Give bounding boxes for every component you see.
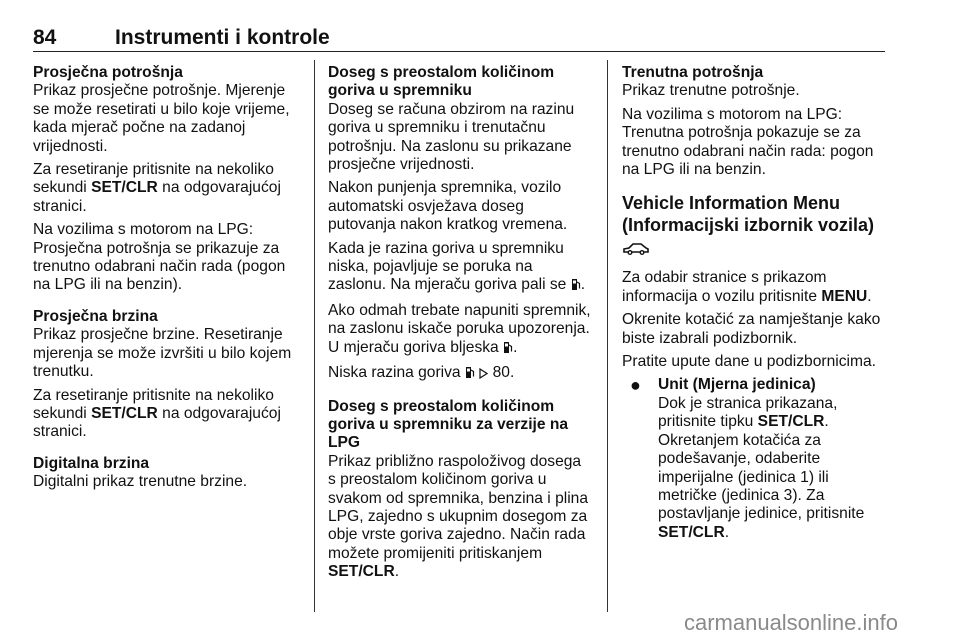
paragraph: Na vozilima s motorom na LPG: Prosječna potrošnja se prikazuje za trenutno odabrani način rada (pogon na LPG ili na benzin). <box>33 221 286 294</box>
column-3 <box>622 64 890 542</box>
paragraph: Pratite upute dane u podizbornicima. <box>622 353 876 371</box>
list-item <box>622 376 890 542</box>
section-title: Doseg s preostalom količinom goriva u spremniku <box>328 64 555 100</box>
paragraph: Dok je stranica prikazana, pritisnite tipku SET/CLR. <box>658 394 838 431</box>
fuel-pump-icon <box>465 366 475 384</box>
key-label: SET/CLR <box>328 563 395 581</box>
fuel-pump-icon <box>571 278 581 296</box>
section-title: Prosječna potrošnja <box>33 64 183 81</box>
bullet-dot: ● <box>630 375 641 396</box>
page-reference-icon <box>479 366 488 384</box>
paragraph: Okrenite kotačić za namještanje kako biste izabrali podizbornik. <box>622 311 881 347</box>
list-item-title: Unit (Mjerna jedinica) <box>658 376 816 394</box>
paragraph: Ako odmah trebate napuniti spremnik, na zaslonu iskače poruka upozorenja. U mjeraču goriva bljeska . <box>328 302 592 359</box>
column-divider <box>607 60 608 612</box>
section-average-speed <box>33 308 301 442</box>
paragraph: Za odabir stranice s prikazom informacija o vozilu pritisnite MENU. <box>622 269 872 305</box>
paragraph: Za resetiranje pritisnite na nekoliko sekundi SET/CLR na odgovarajućoj stranici. <box>33 161 281 215</box>
section-digital-speed <box>33 455 301 492</box>
paragraph: Za resetiranje pritisnite na nekoliko sekundi SET/CLR na odgovarajućoj stranici. <box>33 386 281 441</box>
section-average-consumption <box>33 64 301 295</box>
section-current-consumption <box>622 64 890 179</box>
key-label: SET/CLR <box>91 404 158 422</box>
column-2 <box>328 64 592 595</box>
paragraph: Prikaz približno raspoloživog dosega s preostalom količinom goriva u svakom od spremnika, benzina i plina LPG, zajedno s ukupnim dosegom za obje vrste goriva zajedno. Način rada možete promijeniti pritiskanjem SET/CLR. <box>328 452 589 581</box>
header-rule <box>33 51 885 52</box>
paragraph: Niska razina goriva 80. <box>328 364 592 384</box>
car-icon <box>622 238 650 260</box>
paragraph: Okretanjem kotačića za podešavanje, odaberite imperijalne (jedinica 1) ili metričke (jedinica 3). Za postavljanje jedinice, pritisnite SET/CLR. <box>658 431 865 541</box>
section-vehicle-info-menu <box>622 192 890 542</box>
page-header <box>33 26 885 50</box>
fuel-pump-icon <box>503 341 513 359</box>
section-range-lpg <box>328 398 592 582</box>
section-title: Doseg s preostalom količinom goriva u spremniku za verzije na LPG <box>328 397 569 452</box>
column-1 <box>33 64 301 505</box>
paragraph: Nakon punjenja spremnika, vozilo automatski osvježava doseg putovanja nakon kratkog vremena. <box>328 179 568 234</box>
section-title: Prosječna brzina <box>33 307 158 325</box>
key-label: MENU <box>821 287 868 305</box>
section-heading: Vehicle Information Menu (Informacijski izbornik vozila) <box>622 192 890 260</box>
section-title: Trenutna potrošnja <box>622 64 764 81</box>
section-range <box>328 64 592 385</box>
paragraph: Prikaz prosječne potrošnje. Mjerenje se može resetirati u bilo koje vrijeme, kada mjerač počne na zadanoj vrijednosti. <box>33 82 290 155</box>
key-label: SET/CLR <box>658 523 725 541</box>
paragraph: Prikaz prosječne brzine. Resetiranje mjerenja se može izvršiti u bilo kojem trenutku. <box>33 326 292 381</box>
paragraph: Na vozilima s motorom na LPG: Trenutna potrošnja pokazuje se za trenutno odabrani način rada: pogon na LPG ili na benzin. <box>622 105 874 179</box>
paragraph: Digitalni prikaz trenutne brzine. <box>33 473 248 491</box>
section-title: Digitalna brzina <box>33 454 150 472</box>
paragraph: Doseg se računa obzirom na razinu goriva u spremniku i trenutačnu potrošnju. Na zaslonu su prikazane prosječne vrijednosti. <box>328 100 575 174</box>
key-label: SET/CLR <box>757 413 825 431</box>
page-title: Instrumenti i kontrole <box>115 26 330 49</box>
paragraph: Kada je razina goriva u spremniku niska, pojavljuje se poruka na zaslonu. Na mjeraču goriva pali se . <box>328 240 592 297</box>
page-number: 84 <box>33 26 57 49</box>
watermark: carmanualsonline.info <box>683 610 898 635</box>
paragraph: Prikaz trenutne potrošnje. <box>622 82 800 100</box>
key-label: SET/CLR <box>91 179 158 197</box>
column-divider <box>314 60 315 612</box>
